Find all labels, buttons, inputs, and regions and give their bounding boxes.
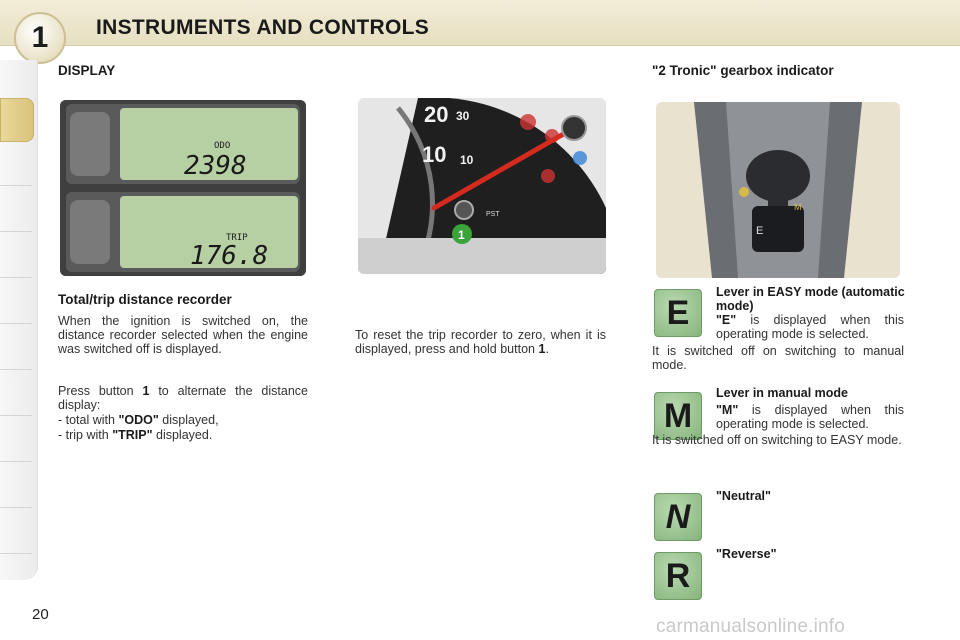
neutral-label: "Neutral" xyxy=(716,489,771,503)
display-section-title: DISPLAY xyxy=(58,63,116,78)
trip-reset-button xyxy=(455,201,473,219)
recorder-paragraph: When the ignition is switched on, the distance recorder selected when the engine was switched off is displayed. xyxy=(58,314,308,356)
chapter-badge: 1 xyxy=(14,12,66,64)
chapter-tab-active[interactable] xyxy=(0,98,34,142)
warning-light-icon xyxy=(541,169,555,183)
easy-mode-note: It is switched off on switching to manual mode. xyxy=(652,344,904,372)
recorder-press-paragraph: Press button 1 to alternate the distance display: xyxy=(58,384,308,412)
manual-mode-title: Lever in manual mode xyxy=(716,386,848,400)
gauge-tick-20: 20 xyxy=(424,102,449,127)
manual-mode-icon: M xyxy=(654,392,702,440)
recorder-title: Total/trip distance recorder xyxy=(58,292,232,307)
manual-mode-note: It is switched off on switching to EASY mode. xyxy=(652,433,902,447)
trip-value: 176.8 xyxy=(190,241,269,271)
trip-label: TRIP xyxy=(226,233,248,243)
gearbox-section-title: "2 Tronic" gearbox indicator xyxy=(652,63,834,78)
chapter-tab[interactable] xyxy=(0,510,32,554)
pst-label: PST xyxy=(486,211,500,218)
chapter-tab[interactable] xyxy=(0,418,32,462)
gauge-hub xyxy=(562,116,586,140)
chapter-tabs-sidebar xyxy=(0,60,38,580)
easy-mode-icon: E xyxy=(654,289,702,337)
reverse-label: "Reverse" xyxy=(716,547,777,561)
gauge-cluster-photo xyxy=(358,98,606,274)
easy-mode-title: Lever in EASY mode (automatic mode) xyxy=(716,285,905,313)
reset-paragraph: To reset the trip recorder to zero, when it is displayed, press and hold button 1. xyxy=(355,328,606,356)
gauge-tick-10: 10 xyxy=(422,142,447,167)
watermark: carmanualsonline.info xyxy=(656,616,846,637)
gear-lever-photo xyxy=(656,102,900,278)
manual-mode-desc: "M" is displayed when this operating mode is selected. xyxy=(716,403,904,431)
easy-mode-desc: "E" is displayed when this operating mode is selected. xyxy=(716,313,904,341)
gauge-tick-10b: 10 xyxy=(460,153,474,167)
chapter-tab[interactable] xyxy=(0,464,32,508)
lever-e-label: E xyxy=(756,225,764,237)
chapter-tab[interactable] xyxy=(0,142,32,186)
reverse-mode-icon: R xyxy=(654,552,702,600)
gauge-tick-30: 30 xyxy=(456,109,470,123)
chapter-tab[interactable] xyxy=(0,234,32,278)
odometer-display-photo xyxy=(60,100,306,276)
neutral-mode-icon: N xyxy=(654,493,702,541)
chapter-tab[interactable] xyxy=(0,326,32,370)
recorder-item-odo: - total with "ODO" displayed, xyxy=(58,413,219,427)
page-number: 20 xyxy=(32,606,49,623)
callout-badge-label: 1 xyxy=(458,228,465,242)
warning-light-icon xyxy=(520,114,536,130)
headlamp-light-icon xyxy=(573,151,587,165)
chapter-tab[interactable] xyxy=(0,188,32,232)
page-title: INSTRUMENTS AND CONTROLS xyxy=(96,16,430,39)
chapter-tab[interactable] xyxy=(0,280,32,324)
odo-label: ODO xyxy=(214,141,231,151)
lever-m-label: M xyxy=(794,202,802,212)
chapter-tab[interactable] xyxy=(0,372,32,416)
indicator-light-icon xyxy=(739,187,749,197)
odo-value: 2398 xyxy=(184,151,247,181)
recorder-item-trip: - trip with "TRIP" displayed. xyxy=(58,428,213,442)
